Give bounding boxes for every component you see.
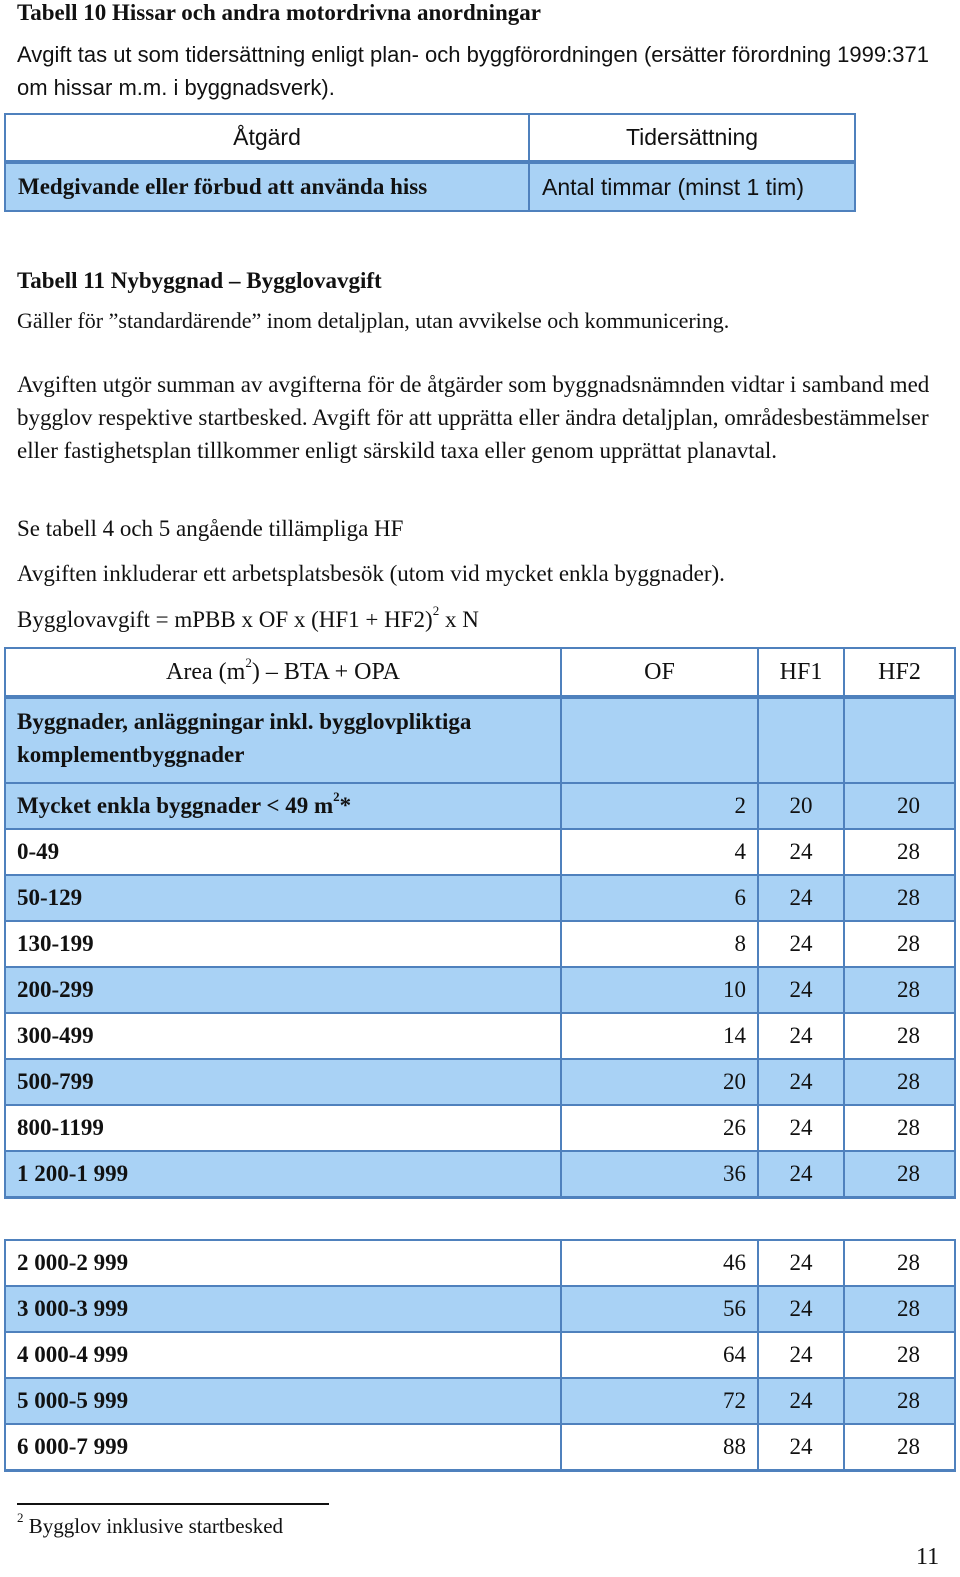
tabell11-table-continued [4,1239,956,1472]
row-hf2: 28 [844,1424,955,1471]
table-row [5,967,955,1013]
row-hf1: 24 [758,921,844,967]
row-area: 2 000-2 999 [5,1240,561,1286]
row-hf1: 24 [758,829,844,875]
row-area: 1 200-1 999 [5,1151,561,1198]
row-hf2: 28 [844,1151,955,1198]
tabell11-paragraph-2: Se tabell 4 och 5 angående tillämpliga HF [17,516,404,541]
simple-hf1: 20 [758,783,844,829]
table-row [5,1151,955,1198]
header-hf1: HF1 [758,648,844,697]
table-row [5,1240,955,1286]
table-row [5,1286,955,1332]
row-hf2: 28 [844,1059,955,1105]
row-hf1: 24 [758,1105,844,1151]
row-hf2: 28 [844,1332,955,1378]
table-row [5,1332,955,1378]
row-of: 26 [561,1105,758,1151]
page-number: 11 [916,1544,940,1570]
simple-of: 2 [561,783,758,829]
row-hf1: 24 [758,1013,844,1059]
footnote-mark: 2 [17,1510,24,1525]
row-hf2: 28 [844,921,955,967]
category-of [561,697,758,783]
category-label: Byggnader, anläggningar inkl. bygglovpliktiga komplementbyggnader [5,697,561,783]
row-of: 46 [561,1240,758,1286]
table-row [5,875,955,921]
row-hf1: 24 [758,1378,844,1424]
table-row [5,1059,955,1105]
tabell11-formula [17,603,479,636]
row-area: 200-299 [5,967,561,1013]
row-of: 72 [561,1378,758,1424]
formula-text: Bygglovavgift = mPBB x OF x (HF1 + HF2) [17,607,433,632]
table-row [5,1378,955,1424]
row-of: 20 [561,1059,758,1105]
table-row [5,921,955,967]
row-area: 130-199 [5,921,561,967]
row-hf2: 28 [844,875,955,921]
row-area: 0-49 [5,829,561,875]
tabell11-paragraph-1: Avgiften utgör summan av avgifterna för de åtgärder som byggnadsnämnden vidtar i samband med bygglov respektive startbesked. Avgift för att upprätta eller ändra detaljplan, områdesbestämmelser eller fastighetsplan tillkommer enligt särskild taxa eller genom upprättat planavtal. [17,372,930,463]
category-hf2 [844,697,955,783]
row-hf1: 24 [758,1059,844,1105]
row-of: 36 [561,1151,758,1198]
simple-building-label [5,783,561,829]
row-hf1: 24 [758,1240,844,1286]
tabell10-description: Avgift tas ut som tidersättning enligt plan- och byggförordningen (ersätter förordning 1999:371 om hissar m.m. i byggnadsverk). [17,42,929,100]
formula-tail: x N [439,607,479,632]
simple-label-sup: 2 [333,789,340,805]
simple-label-text: Mycket enkla byggnader < 49 m [17,793,334,818]
row-of: 14 [561,1013,758,1059]
row-hf2: 28 [844,1378,955,1424]
tabell10-title: Tabell 10 Hissar och andra motordrivna anordningar [17,0,541,25]
table-row [5,829,955,875]
row-hf2: 28 [844,1013,955,1059]
row-of: 64 [561,1332,758,1378]
table-row [5,1424,955,1471]
footnote [17,1510,284,1539]
tabell10-header-action: Åtgärd [5,114,529,162]
row-of: 56 [561,1286,758,1332]
row-hf2: 28 [844,1105,955,1151]
row-hf2: 28 [844,1286,955,1332]
row-of: 4 [561,829,758,875]
row-hf1: 24 [758,967,844,1013]
header-area-text: Area (m [166,658,246,685]
simple-label-star: * [339,793,352,818]
tabell11-table-main [4,647,956,1199]
row-of: 10 [561,967,758,1013]
row-area: 800-1199 [5,1105,561,1151]
table-row [5,1013,955,1059]
row-of: 8 [561,921,758,967]
tabell10-header-time: Tidersättning [529,114,855,162]
row-hf2: 28 [844,829,955,875]
row-hf1: 24 [758,1286,844,1332]
row-area: 300-499 [5,1013,561,1059]
row-of: 6 [561,875,758,921]
tabell10-row-action: Medgivande eller förbud att använda hiss [5,162,529,211]
row-of: 88 [561,1424,758,1471]
header-of: OF [561,648,758,697]
header-area-sup: 2 [245,654,252,670]
row-hf1: 24 [758,1424,844,1471]
tabell11-subtitle: Gäller för ”standardärende” inom detaljplan, utan avvikelse och kommunicering. [17,308,730,333]
row-area: 3 000-3 999 [5,1286,561,1332]
header-area-tail: ) – BTA + OPA [251,658,400,685]
row-area: 6 000-7 999 [5,1424,561,1471]
row-hf1: 24 [758,875,844,921]
row-area: 5 000-5 999 [5,1378,561,1424]
footnote-separator [17,1503,329,1505]
tabell10-table [4,113,856,212]
header-hf2: HF2 [844,648,955,697]
row-hf2: 28 [844,1240,955,1286]
tabell11-title: Tabell 11 Nybyggnad – Bygglovavgift [17,268,382,293]
table-row [5,1105,955,1151]
row-area: 4 000-4 999 [5,1332,561,1378]
row-hf1: 24 [758,1332,844,1378]
tabell10-row-time: Antal timmar (minst 1 tim) [529,162,855,211]
header-area [5,648,561,697]
row-hf2: 28 [844,967,955,1013]
row-hf1: 24 [758,1151,844,1198]
tabell11-paragraph-3: Avgiften inkluderar ett arbetsplatsbesök (utom vid mycket enkla byggnader). [17,561,725,586]
footnote-text: Bygglov inklusive startbesked [23,1514,284,1538]
row-area: 50-129 [5,875,561,921]
category-hf1 [758,697,844,783]
formula-superscript: 2 [432,603,440,619]
simple-hf2: 20 [844,783,955,829]
row-area: 500-799 [5,1059,561,1105]
